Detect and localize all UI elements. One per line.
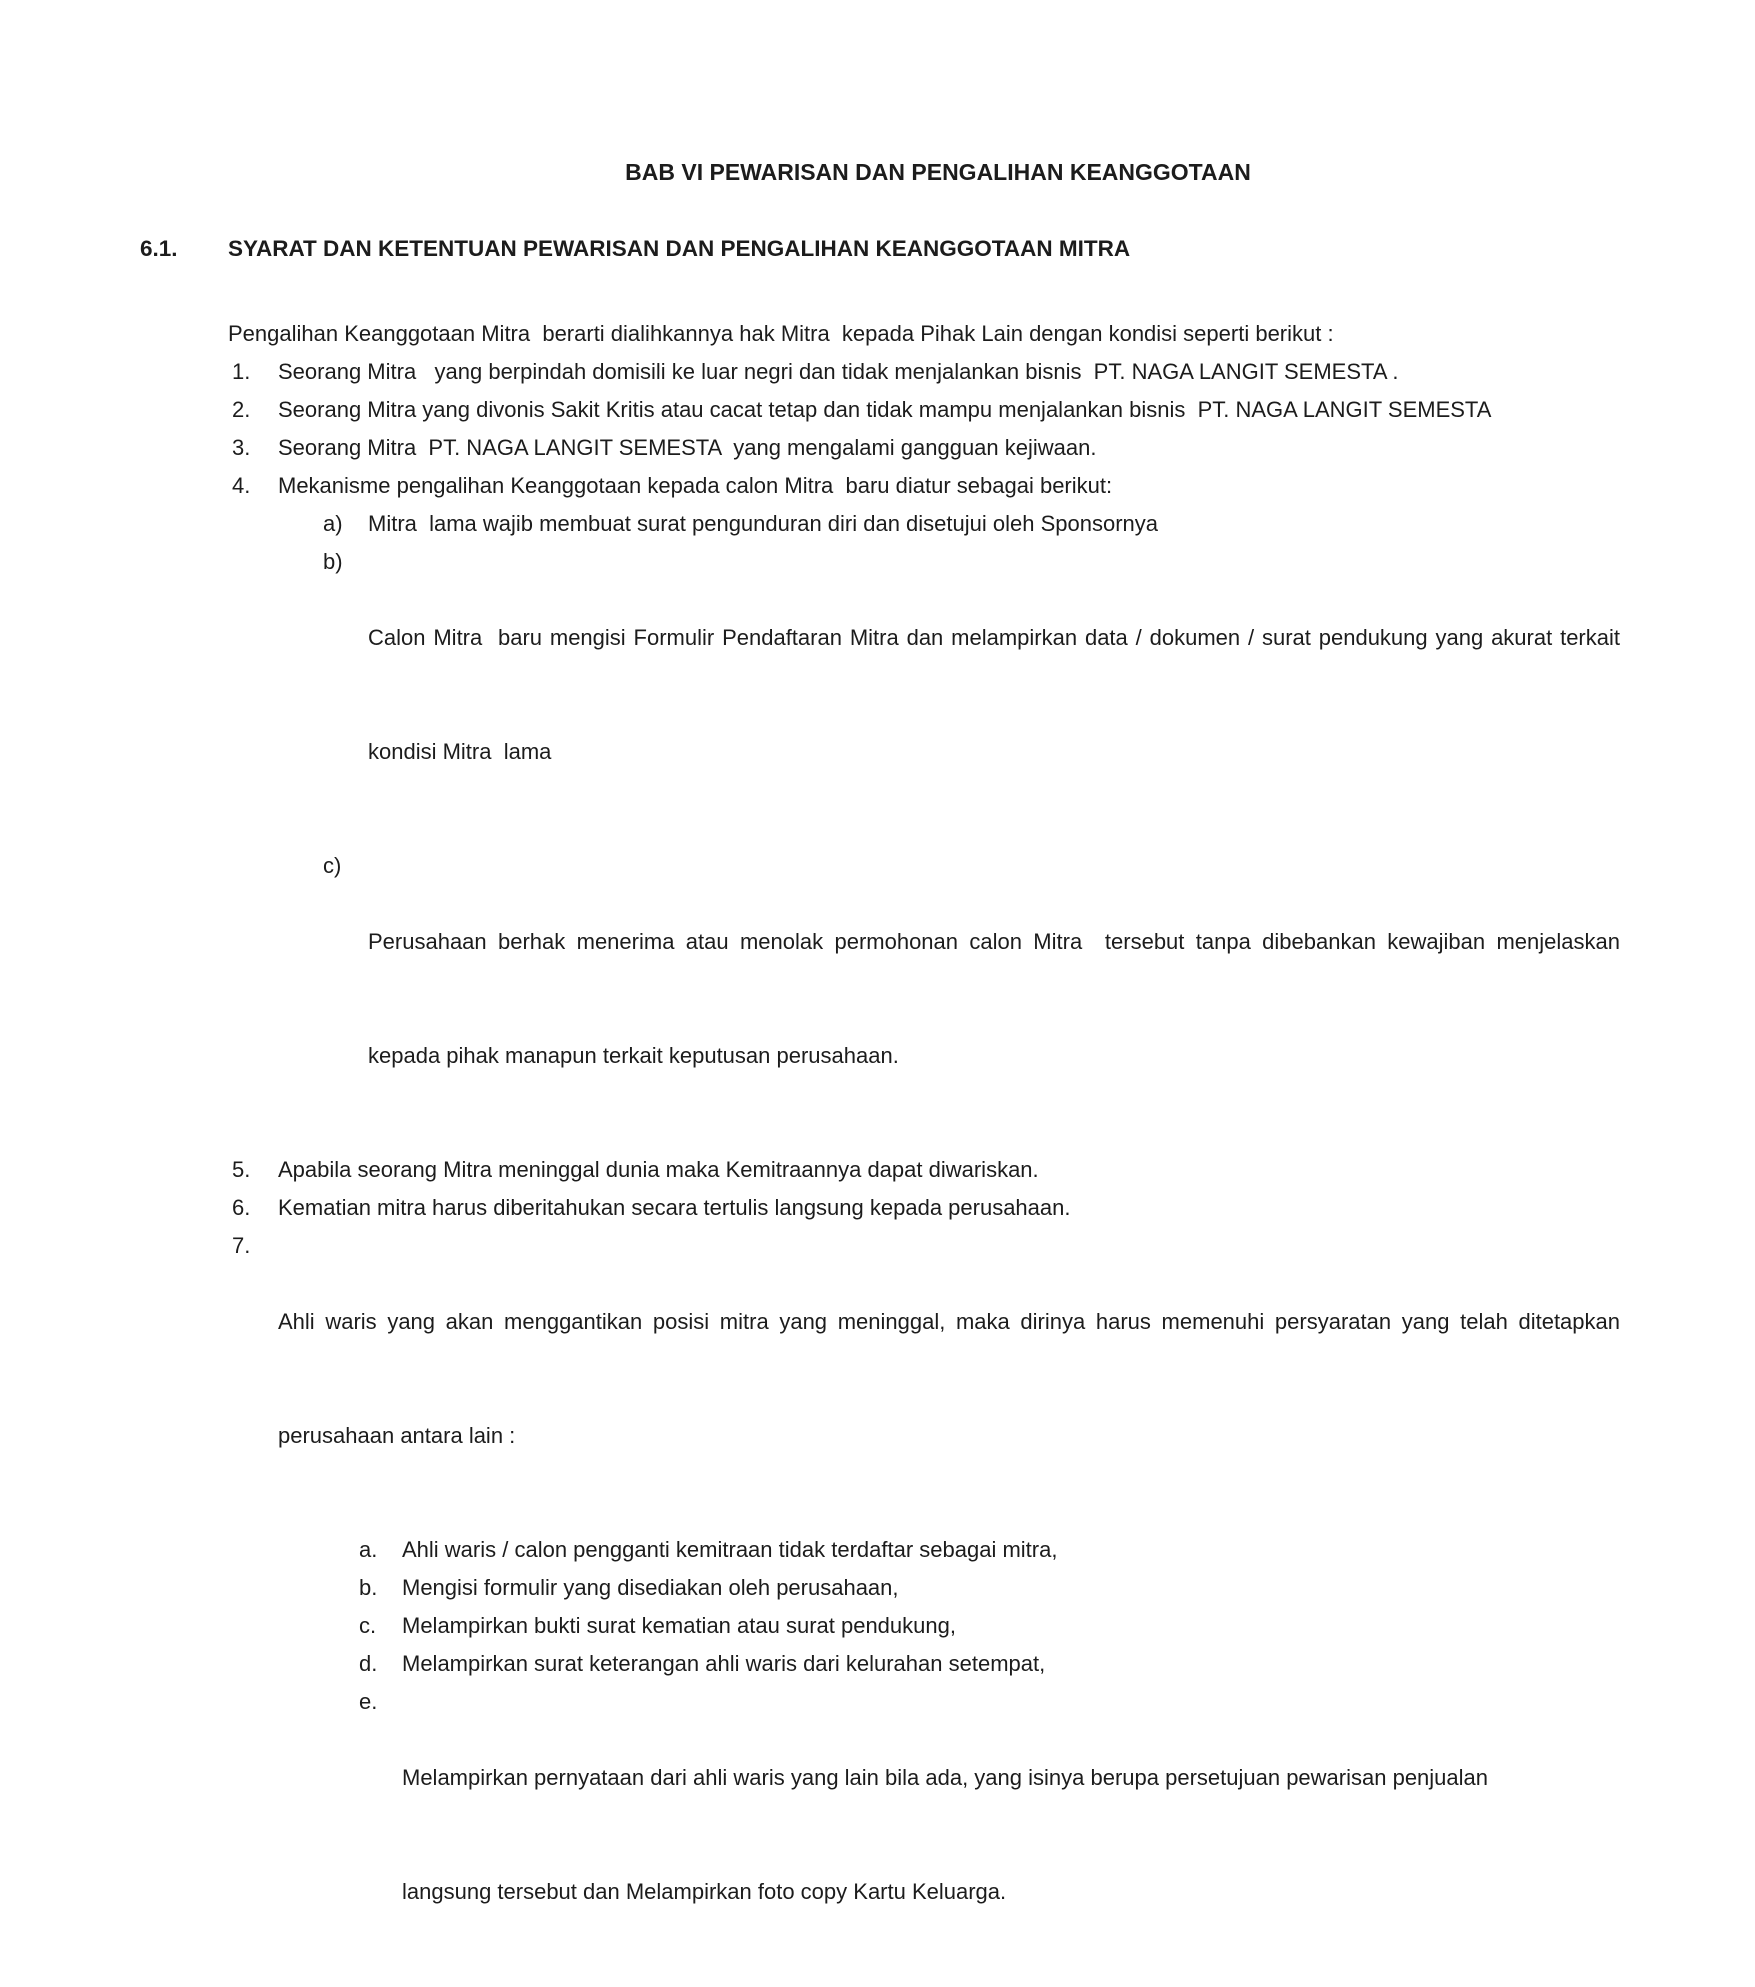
chapter-title: BAB VI PEWARISAN DAN PENGALIHAN KEANGGOTAAN: [625, 159, 1251, 185]
list-item-text: Seorang Mitra PT. NAGA LANGIT SEMESTA yang mengalami gangguan kejiwaan.: [278, 435, 1097, 460]
list-item-text: [368, 543, 1620, 847]
list-item-text: Seorang Mitra yang berpindah domisili ke luar negri dan tidak menjalankan bisnis PT. NAGA LANGIT SEMESTA .: [278, 359, 1399, 384]
list-item-3: [232, 429, 1620, 467]
list-marker: b): [323, 549, 343, 574]
list-item-line: Calon Mitra baru mengisi Formulir Pendaftaran Mitra dan melampirkan data / dokumen / surat pendukung yang akurat terkait: [368, 625, 1620, 650]
list-marker: d.: [359, 1651, 378, 1676]
list-marker: a): [323, 511, 343, 536]
sub-item-7c: [359, 1607, 1620, 1645]
list-marker: 7.: [232, 1233, 251, 1258]
sub-item-4c: [323, 847, 1620, 1151]
list-marker: c): [323, 853, 342, 878]
list-item-text: [402, 1683, 1620, 1987]
list-item-text: Kematian mitra harus diberitahukan secara tertulis langsung kepada perusahaan.: [278, 1195, 1071, 1220]
list-item-line: Ahli waris yang akan menggantikan posisi mitra yang meninggal, maka dirinya harus memenuhi persyaratan yang telah ditetapkan: [278, 1309, 1620, 1334]
section-body: [0, 315, 1755, 1987]
list-item-text: Melampirkan surat keterangan ahli waris dari kelurahan setempat,: [402, 1651, 1046, 1676]
list-item-line: Perusahaan berhak menerima atau menolak permohonan calon Mitra tersebut tanpa dibebankan kewajiban menjelaskan: [368, 929, 1620, 954]
list-item-text: Mekanisme pengalihan Keanggotaan kepada calon Mitra baru diatur sebagai berikut:: [278, 473, 1113, 498]
list-item-text: Apabila seorang Mitra meninggal dunia maka Kemitraannya dapat diwariskan.: [278, 1157, 1039, 1182]
section-number: 6.1.: [140, 236, 178, 261]
list-marker: 6.: [232, 1195, 251, 1220]
list-item-5: [232, 1151, 1620, 1189]
list-item-1: [232, 353, 1620, 391]
list-marker: 2.: [232, 397, 251, 422]
list-item-text: Ahli waris / calon pengganti kemitraan tidak terdaftar sebagai mitra,: [402, 1537, 1058, 1562]
list-item-text: [278, 1227, 1620, 1531]
sub-item-7b: [359, 1569, 1620, 1607]
sub-item-7d: [359, 1645, 1620, 1683]
sub-item-4b: [323, 543, 1620, 847]
sub-item-7a: [359, 1531, 1620, 1569]
sub-item-4a: [323, 505, 1620, 543]
list-item-line: kondisi Mitra lama: [368, 739, 552, 764]
list-item-line: Melampirkan pernyataan dari ahli waris yang lain bila ada, yang isinya berupa persetujuan pewarisan penjualan: [402, 1765, 1489, 1790]
list-item-text: Mitra lama wajib membuat surat pengunduran diri dan disetujui oleh Sponsornya: [368, 511, 1159, 536]
sub-item-7e: [359, 1683, 1620, 1987]
list-item-4: [232, 467, 1620, 505]
section-heading-text: SYARAT DAN KETENTUAN PEWARISAN DAN PENGALIHAN KEANGGOTAAN MITRA: [228, 236, 1131, 261]
list-marker: 3.: [232, 435, 251, 460]
list-marker: b.: [359, 1575, 378, 1600]
list-marker: c.: [359, 1613, 377, 1638]
list-marker: 4.: [232, 473, 251, 498]
list-marker: e.: [359, 1689, 378, 1714]
list-marker: a.: [359, 1537, 378, 1562]
list-item-2: [232, 391, 1620, 429]
list-item-text: Mengisi formulir yang disediakan oleh perusahaan,: [402, 1575, 899, 1600]
list-item-6: [232, 1189, 1620, 1227]
list-item-text: Melampirkan bukti surat kematian atau surat pendukung,: [402, 1613, 956, 1638]
list-item-line: kepada pihak manapun terkait keputusan perusahaan.: [368, 1043, 899, 1068]
list-item-7: [232, 1227, 1620, 1531]
list-marker: 5.: [232, 1157, 251, 1182]
list-marker: 1.: [232, 359, 251, 384]
section-heading: [140, 230, 1648, 268]
intro-paragraph: Pengalihan Keanggotaan Mitra berarti dialihkannya hak Mitra kepada Pihak Lain dengan kondisi seperti berikut :: [228, 321, 1334, 346]
list-item-text: Seorang Mitra yang divonis Sakit Kritis atau cacat tetap dan tidak mampu menjalankan bisnis PT. NAGA LANGIT SEMESTA: [278, 397, 1492, 422]
list-item-line: perusahaan antara lain :: [278, 1423, 516, 1448]
list-item-line: langsung tersebut dan Melampirkan foto copy Kartu Keluarga.: [402, 1879, 1007, 1904]
list-item-text: [368, 847, 1620, 1151]
